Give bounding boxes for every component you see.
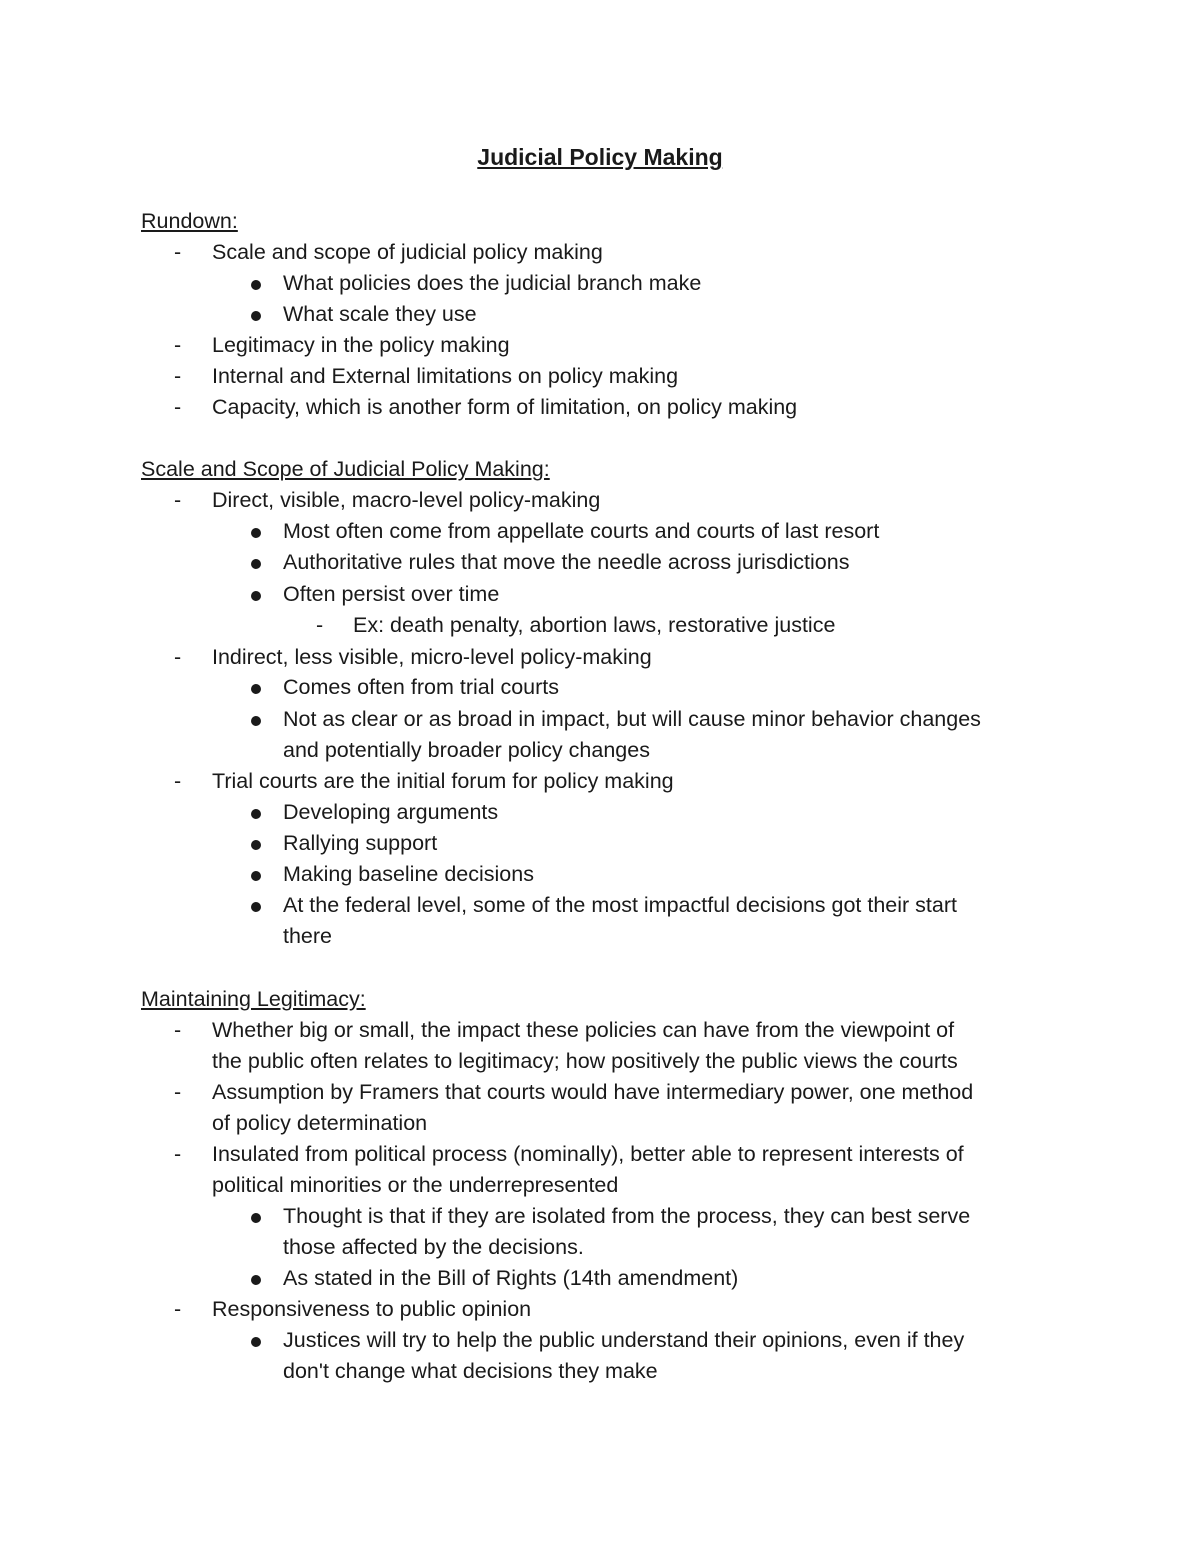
bullet-icon xyxy=(251,902,261,912)
dash-marker: - xyxy=(174,240,182,264)
sub-list-item-continuation: and potentially broader policy changes xyxy=(283,738,650,762)
list-item-continuation: the public often relates to legitimacy; how positively the public views the courts xyxy=(212,1049,958,1073)
sub-list-item: Justices will try to help the public understand their opinions, even if they xyxy=(283,1328,965,1352)
bullet-icon xyxy=(251,311,261,321)
bullet-icon xyxy=(251,1213,261,1223)
list-item-continuation: political minorities or the underrepresented xyxy=(212,1173,619,1197)
section-heading-scale-and-scope: Scale and Scope of Judicial Policy Making: xyxy=(141,457,550,481)
list-item: Scale and scope of judicial policy making xyxy=(212,240,603,264)
sub-list-item: What policies does the judicial branch make xyxy=(283,271,702,295)
list-item: Insulated from political process (nominally), better able to represent interests of xyxy=(212,1142,964,1166)
sub-list-item: Authoritative rules that move the needle across jurisdictions xyxy=(283,550,850,574)
bullet-icon xyxy=(251,280,261,290)
bullet-icon xyxy=(251,809,261,819)
sub-list-item: At the federal level, some of the most impactful decisions got their start xyxy=(283,893,957,917)
dash-marker: - xyxy=(174,364,182,388)
sub-list-item: Most often come from appellate courts and courts of last resort xyxy=(283,519,880,543)
bullet-icon xyxy=(251,528,261,538)
document-title: Judicial Policy Making xyxy=(477,144,723,170)
bullet-icon xyxy=(251,716,261,726)
sub-list-item-continuation: there xyxy=(283,924,333,948)
list-item: Whether big or small, the impact these policies can have from the viewpoint of xyxy=(212,1018,955,1042)
bullet-icon xyxy=(251,1337,261,1347)
bullet-icon xyxy=(251,684,261,694)
sub-list-item: Comes often from trial courts xyxy=(283,675,560,699)
sub-list-item: As stated in the Bill of Rights (14th amendment) xyxy=(283,1266,739,1290)
sub-list-item-continuation: those affected by the decisions. xyxy=(283,1235,584,1259)
bullet-icon xyxy=(251,840,261,850)
sub-list-item: Developing arguments xyxy=(283,800,499,824)
sub-list-item: Making baseline decisions xyxy=(283,862,534,886)
list-item: Legitimacy in the policy making xyxy=(212,333,510,357)
dash-marker: - xyxy=(174,1018,182,1042)
list-item: Direct, visible, macro-level policy-making xyxy=(212,488,601,512)
list-item-continuation: of policy determination xyxy=(212,1111,428,1135)
sub-list-item: Rallying support xyxy=(283,831,438,855)
list-item: Indirect, less visible, micro-level policy-making xyxy=(212,645,652,669)
sub-list-item: Often persist over time xyxy=(283,582,500,606)
dash-marker: - xyxy=(174,333,182,357)
list-item: Trial courts are the initial forum for policy making xyxy=(212,769,674,793)
bullet-icon xyxy=(251,591,261,601)
section-heading-rundown: Rundown: xyxy=(141,209,238,233)
list-item: Assumption by Framers that courts would have intermediary power, one method xyxy=(212,1080,974,1104)
bullet-icon xyxy=(251,559,261,569)
section-heading-maintaining-legitimacy: Maintaining Legitimacy: xyxy=(141,987,366,1011)
dash-marker: - xyxy=(174,488,182,512)
dash-marker: - xyxy=(174,769,182,793)
list-item: Responsiveness to public opinion xyxy=(212,1297,532,1321)
dash-marker: - xyxy=(174,395,182,419)
sub-list-item: Not as clear or as broad in impact, but will cause minor behavior changes xyxy=(283,707,981,731)
dash-marker: - xyxy=(174,645,182,669)
dash-marker: - xyxy=(174,1080,182,1104)
bullet-icon xyxy=(251,871,261,881)
sub-list-item: What scale they use xyxy=(283,302,477,326)
sub-sub-list-item: Ex: death penalty, abortion laws, restorative justice xyxy=(353,613,836,637)
sub-list-item-continuation: don't change what decisions they make xyxy=(283,1359,658,1383)
sub-list-item: Thought is that if they are isolated from the process, they can best serve xyxy=(283,1204,971,1228)
bullet-icon xyxy=(251,1275,261,1285)
list-item: Internal and External limitations on policy making xyxy=(212,364,679,388)
list-item: Capacity, which is another form of limitation, on policy making xyxy=(212,395,798,419)
dash-marker: - xyxy=(174,1142,182,1166)
dash-marker: - xyxy=(316,613,324,637)
dash-marker: - xyxy=(174,1297,182,1321)
